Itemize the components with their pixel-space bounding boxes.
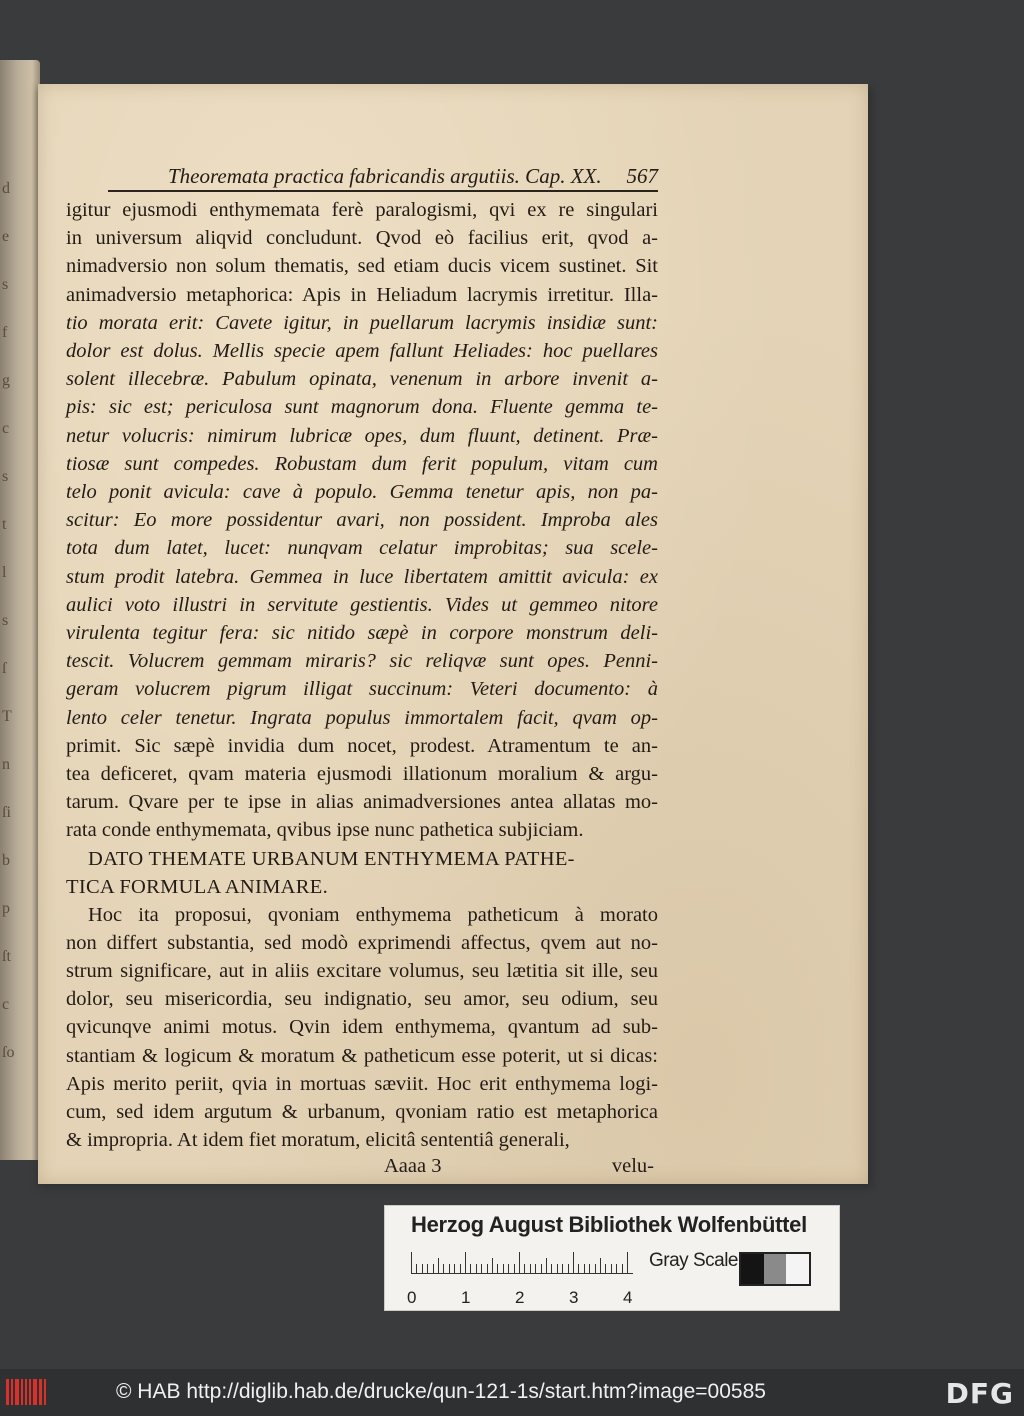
- facing-page-fragment: ſo: [2, 1044, 15, 1061]
- gray-scale-swatch: [739, 1252, 811, 1286]
- facing-page-fragment: p: [2, 900, 10, 917]
- facing-page-fragment: ſi: [2, 804, 11, 821]
- text-line: virulenta tegitur fera: sic nitido sæpè in corpore monstrum deli-: [66, 622, 658, 645]
- text-line: scitur: Eo more possidentur avari, non possident. Improba ales: [66, 509, 658, 532]
- ruler-tick: [562, 1264, 563, 1274]
- facing-page-fragment: s: [2, 276, 9, 293]
- ruler-tick: [465, 1252, 466, 1274]
- facing-page-fragment: s: [2, 468, 9, 485]
- text-line: rata conde enthymemata, qvibus ipse nunc pathetica subjiciam.: [66, 819, 584, 842]
- text-line: Apis merito periit, qvia in mortuas sæviit. Hoc erit enthymema logi-: [66, 1072, 658, 1095]
- ruler-tick: [443, 1264, 444, 1274]
- text-line: tarum. Qvare per te ipse in alias animadversiones antea allatas mo-: [66, 791, 658, 814]
- measurement-ruler: [411, 1252, 633, 1290]
- ruler-tick: [616, 1264, 617, 1274]
- facing-page-fragment: ſt: [2, 948, 11, 965]
- facing-page-fragment: t: [2, 516, 7, 533]
- text-line: pis: sic est; periculosa sunt magnorum dona. Fluente gemma te-: [66, 396, 658, 419]
- facing-page-fragment: e: [2, 228, 10, 245]
- text-line: animadversio metaphorica: Apis in Heliadum lacrymis irretitur. Illa-: [66, 283, 658, 306]
- ruler-tick: [557, 1264, 558, 1274]
- ruler-number: 2: [515, 1288, 525, 1307]
- text-line: aulici voto illustri in servitute gestientis. Vides ut gemmeo nitore: [66, 593, 658, 616]
- logo-bar: [15, 1379, 19, 1405]
- logo-bar: [6, 1379, 9, 1405]
- text-line: tescit. Volucrem gemmam miraris? sic reliqvæ sunt opes. Penni-: [66, 650, 658, 673]
- ruler-tick: [595, 1264, 596, 1274]
- page-footer-line: [66, 1155, 658, 1183]
- running-head: [108, 164, 658, 192]
- text-line: tea deficeret, qvam materia ejusmodi illationum moralium & argu-: [66, 763, 658, 786]
- ruler-tick: [411, 1252, 412, 1274]
- ruler-tick: [503, 1264, 504, 1274]
- body-text: [66, 196, 658, 845]
- ruler-tick: [460, 1264, 461, 1274]
- text-line: tota dum latet, lucet: nunqvam celatur improbitas; sua scele-: [66, 537, 658, 560]
- ruler-number: 0: [407, 1288, 417, 1307]
- running-head-title: Theoremata practica fabricandis argutiis. Cap. XX.: [168, 164, 602, 188]
- ruler-tick: [438, 1258, 439, 1274]
- signature-mark: Aaaa 3: [384, 1154, 442, 1177]
- ruler-tick: [605, 1264, 606, 1274]
- logo-bar: [25, 1379, 28, 1405]
- ruler-tick: [514, 1264, 515, 1274]
- logo-bar: [44, 1379, 46, 1405]
- ruler-tick: [508, 1264, 509, 1274]
- ruler-tick: [600, 1258, 601, 1274]
- ruler-tick: [422, 1264, 423, 1274]
- ruler-tick: [519, 1252, 520, 1274]
- facing-page-fragment: l: [2, 564, 7, 581]
- logo-bar: [33, 1379, 37, 1405]
- section-heading-line-1: DATO THEMATE URBANUM ENTHYMEMA PATHE-: [88, 847, 575, 870]
- ruler-tick: [492, 1258, 493, 1274]
- ruler-tick: [611, 1264, 612, 1274]
- text-line: solent illecebræ. Pabulum opinata, venenum in arbore invenit a-: [66, 368, 658, 391]
- facing-page-edge: [0, 60, 40, 1160]
- text-line: & impropria. At idem fiet moratum, elicitâ sententiâ generali,: [66, 1129, 570, 1152]
- gray-swatch: [764, 1254, 787, 1284]
- hab-logo-icon: [6, 1379, 46, 1405]
- facing-page-fragment: c: [2, 420, 10, 437]
- ruler-tick: [551, 1264, 552, 1274]
- ruler-tick: [546, 1258, 547, 1274]
- facing-page-fragment: s: [2, 612, 9, 629]
- dfg-logo: DFG: [945, 1377, 1014, 1410]
- ruler-tick: [622, 1264, 623, 1274]
- ruler-tick: [454, 1264, 455, 1274]
- book-page: [38, 84, 868, 1184]
- facing-page-fragment: g: [2, 372, 10, 389]
- ruler-tick: [524, 1264, 525, 1274]
- ruler-tick: [416, 1264, 417, 1274]
- facing-page-fragment: T: [2, 708, 12, 725]
- ruler-number: 1: [461, 1288, 471, 1307]
- text-line: Hoc ita proposui, qvoniam enthymema patheticum à morato: [88, 903, 658, 926]
- facing-page-fragment: n: [2, 756, 10, 773]
- facing-page-fragment: f: [2, 324, 8, 341]
- text-line: dolor est dolus. Mellis specie apem fallunt Heliades: hoc puellares: [66, 340, 658, 363]
- section-heading-line-2: TICA FORMULA ANIMARE.: [66, 875, 329, 898]
- facing-page-fragment: ſ: [2, 660, 7, 677]
- section-text: [66, 901, 658, 1155]
- ruler-tick: [476, 1264, 477, 1274]
- catchword: velu-: [611, 1154, 654, 1177]
- logo-bar: [21, 1379, 23, 1405]
- gray-swatch: [786, 1254, 809, 1284]
- ruler-tick: [497, 1264, 498, 1274]
- text-line: igitur ejusmodi enthymemata ferè paralogismi, qvi ex re singulari: [66, 199, 658, 221]
- ruler-tick: [530, 1264, 531, 1274]
- viewer-footer: [0, 1369, 1024, 1416]
- text-line: stum prodit latebra. Gemmea in luce libertatem amittit avicula: ex: [66, 565, 658, 588]
- text-line: in universum aliqvid concludunt. Qvod eò facilius erit, qvod a-: [66, 227, 658, 250]
- text-line: netur volucris: nimirum lubricæ opes, dum fluunt, detinent. Præ-: [66, 424, 658, 447]
- text-line: strum significare, aut in aliis excitare volumus, seu lætitia sit ille, seu: [66, 960, 658, 983]
- facing-page-fragment: c: [2, 996, 10, 1013]
- text-line: tiosæ sunt compedes. Robustam dum ferit populum, vitam cum: [66, 452, 658, 475]
- text-line: nimadversio non solum thematis, sed etiam ducis vicem sustinet. Sit: [66, 255, 658, 278]
- ruler-tick: [627, 1252, 628, 1274]
- text-line: primit. Sic sæpè invidia dum nocet, prodest. Atramentum te an-: [66, 734, 658, 757]
- facing-page-fragment: b: [2, 852, 10, 869]
- gray-swatch: [741, 1254, 764, 1284]
- text-line: stantiam & logicum & moratum & patheticum esse poterit, ut si dicas:: [66, 1044, 658, 1067]
- text-line: dolor, seu misericordia, seu indignatio, seu amor, seu odium, seu: [66, 988, 658, 1011]
- logo-bar: [39, 1379, 42, 1405]
- text-line: cum, sed idem argutum & urbanum, qvoniam ratio est metaphorica: [66, 1101, 658, 1124]
- ruler-tick: [584, 1264, 585, 1274]
- text-line: tio morata erit: Cavete igitur, in puellarum lacrymis insidiæ sunt:: [66, 311, 658, 334]
- text-line: geram volucrem pigrum illigat succinum: Veteri documento: à: [66, 678, 658, 701]
- text-line: telo ponit avicula: cave à populo. Gemma tenetur apis, non pa-: [66, 481, 658, 504]
- ruler-tick: [449, 1264, 450, 1274]
- page-number: 567: [626, 164, 658, 188]
- gray-scale-label: Gray Scale: [649, 1250, 738, 1271]
- ruler-tick: [487, 1264, 488, 1274]
- text-block: [66, 164, 658, 1183]
- ruler-number: 3: [569, 1288, 579, 1307]
- ruler-tick: [541, 1264, 542, 1274]
- ruler-tick: [573, 1252, 574, 1274]
- library-name: Herzog August Bibliothek Wolfenbüttel: [411, 1212, 807, 1237]
- text-line: qvicunqve animi motus. Qvin idem enthymema, qvantum ad sub-: [66, 1016, 658, 1039]
- ruler-tick: [578, 1264, 579, 1274]
- ruler-tick: [589, 1264, 590, 1274]
- ruler-tick: [568, 1264, 569, 1274]
- copyright-link[interactable]: © HAB http://diglib.hab.de/drucke/qun-121-1s/start.htm?image=00585: [116, 1380, 766, 1403]
- ruler-tick: [433, 1264, 434, 1274]
- ruler-number: 4: [623, 1288, 633, 1307]
- ruler-tick: [535, 1264, 536, 1274]
- text-line: lento celer tenetur. Ingrata populus immortalem facit, qvam op-: [66, 706, 658, 729]
- logo-bar: [11, 1379, 13, 1405]
- library-plate: [384, 1205, 840, 1311]
- logo-bar: [29, 1379, 31, 1405]
- ruler-tick: [427, 1264, 428, 1274]
- text-line: non differt substantia, sed modò exprimendi affectus, qvem aut no-: [66, 931, 658, 954]
- facing-page-fragment: d: [2, 180, 10, 197]
- ruler-tick: [470, 1264, 471, 1274]
- ruler-tick: [481, 1264, 482, 1274]
